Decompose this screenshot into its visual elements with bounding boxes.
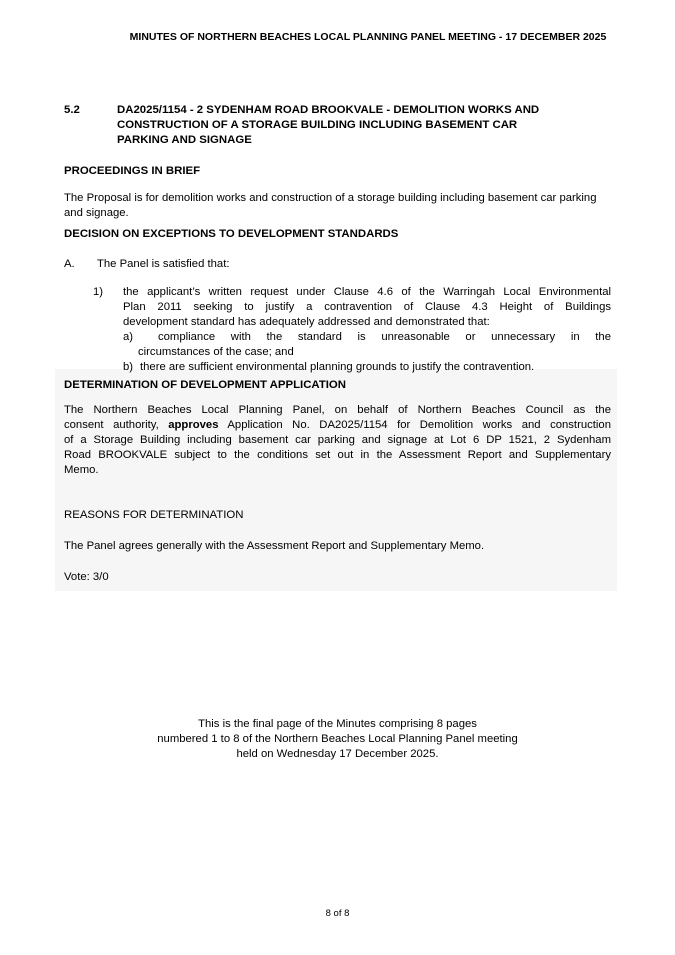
determination-line: of a Storage Building including basement car parking and signage at Lot 6 DP 1521, 2 Sydenham: [64, 434, 611, 446]
decision-point-a: [64, 257, 611, 272]
determination-paragraph: [64, 403, 611, 478]
item-1-line: [93, 285, 611, 300]
sub-item-a-label: a): [123, 331, 134, 343]
reasons-heading: REASONS FOR DETERMINATION: [64, 509, 244, 521]
item-1-line: development standard has adequately addressed and demonstrated that:: [123, 316, 490, 328]
point-a-label: A.: [64, 258, 75, 270]
section-title: [117, 103, 611, 148]
document-content: [64, 103, 611, 762]
sub-item-b-label: b): [123, 361, 134, 373]
section-title-line: PARKING AND SIGNAGE: [117, 134, 252, 146]
closing-note-line: This is the final page of the Minutes comprising 8 pages: [198, 718, 477, 730]
determination-approves-bold: approves: [168, 419, 219, 431]
proceedings-paragraph: The Proposal is for demolition works and construction of a storage building including basement car parking and signage.: [64, 192, 597, 219]
item-1-label: 1): [93, 286, 104, 298]
item-1-line: Plan 2011 seeking to justify a contravention of Clause 4.3 Height of Buildings: [123, 301, 611, 313]
point-a-text: The Panel is satisfied that:: [97, 258, 230, 270]
decision-item-1: [93, 285, 611, 375]
determination-heading: DETERMINATION OF DEVELOPMENT APPLICATION: [64, 379, 347, 391]
determination-highlight-block: [55, 369, 617, 591]
decision-sub-item-a: [123, 330, 611, 360]
section-number: 5.2: [64, 104, 80, 116]
sub-item-a-line: circumstances of the case; and: [138, 346, 294, 358]
determination-line: [64, 418, 611, 433]
closing-note-line: held on Wednesday 17 December 2025.: [236, 748, 439, 760]
proceedings-heading: PROCEEDINGS IN BRIEF: [64, 165, 201, 177]
reasons-paragraph: The Panel agrees generally with the Assessment Report and Supplementary Memo.: [64, 540, 485, 552]
section-title-line: CONSTRUCTION OF A STORAGE BUILDING INCLUDING BASEMENT CAR: [117, 119, 518, 131]
section-heading: [64, 103, 611, 148]
item-1-text: the applicant’s written request under Clause 4.6 of the Warringah Local Environmental: [123, 286, 611, 298]
document-header: MINUTES OF NORTHERN BEACHES LOCAL PLANNING PANEL MEETING - 17 DECEMBER 2025: [129, 31, 607, 43]
determination-text-post: Application No. DA2025/1154 for Demolition works and construction: [218, 419, 611, 431]
determination-line: Road BROOKVALE subject to the conditions set out in the Assessment Report and Supplementary: [64, 449, 611, 461]
determination-text-pre: consent authority,: [64, 419, 169, 431]
page-number: 8 of 8: [325, 908, 350, 919]
vote-result: Vote: 3/0: [64, 571, 109, 583]
determination-line: Memo.: [64, 464, 99, 476]
sub-item-a-line: [123, 330, 611, 345]
sub-item-b-text: there are sufficient environmental planning grounds to justify the contravention.: [140, 361, 535, 373]
section-title-line: DA2025/1154 - 2 SYDENHAM ROAD BROOKVALE - DEMOLITION WORKS AND: [117, 104, 540, 116]
closing-note-line: numbered 1 to 8 of the Northern Beaches Local Planning Panel meeting: [157, 733, 518, 745]
decision-heading: DECISION ON EXCEPTIONS TO DEVELOPMENT STANDARDS: [64, 228, 399, 240]
closing-note: [64, 717, 611, 762]
determination-line: The Northern Beaches Local Planning Panel, on behalf of Northern Beaches Council as the: [64, 404, 611, 416]
sub-item-a-text: compliance with the standard is unreasonable or unnecessary in the: [158, 331, 611, 343]
